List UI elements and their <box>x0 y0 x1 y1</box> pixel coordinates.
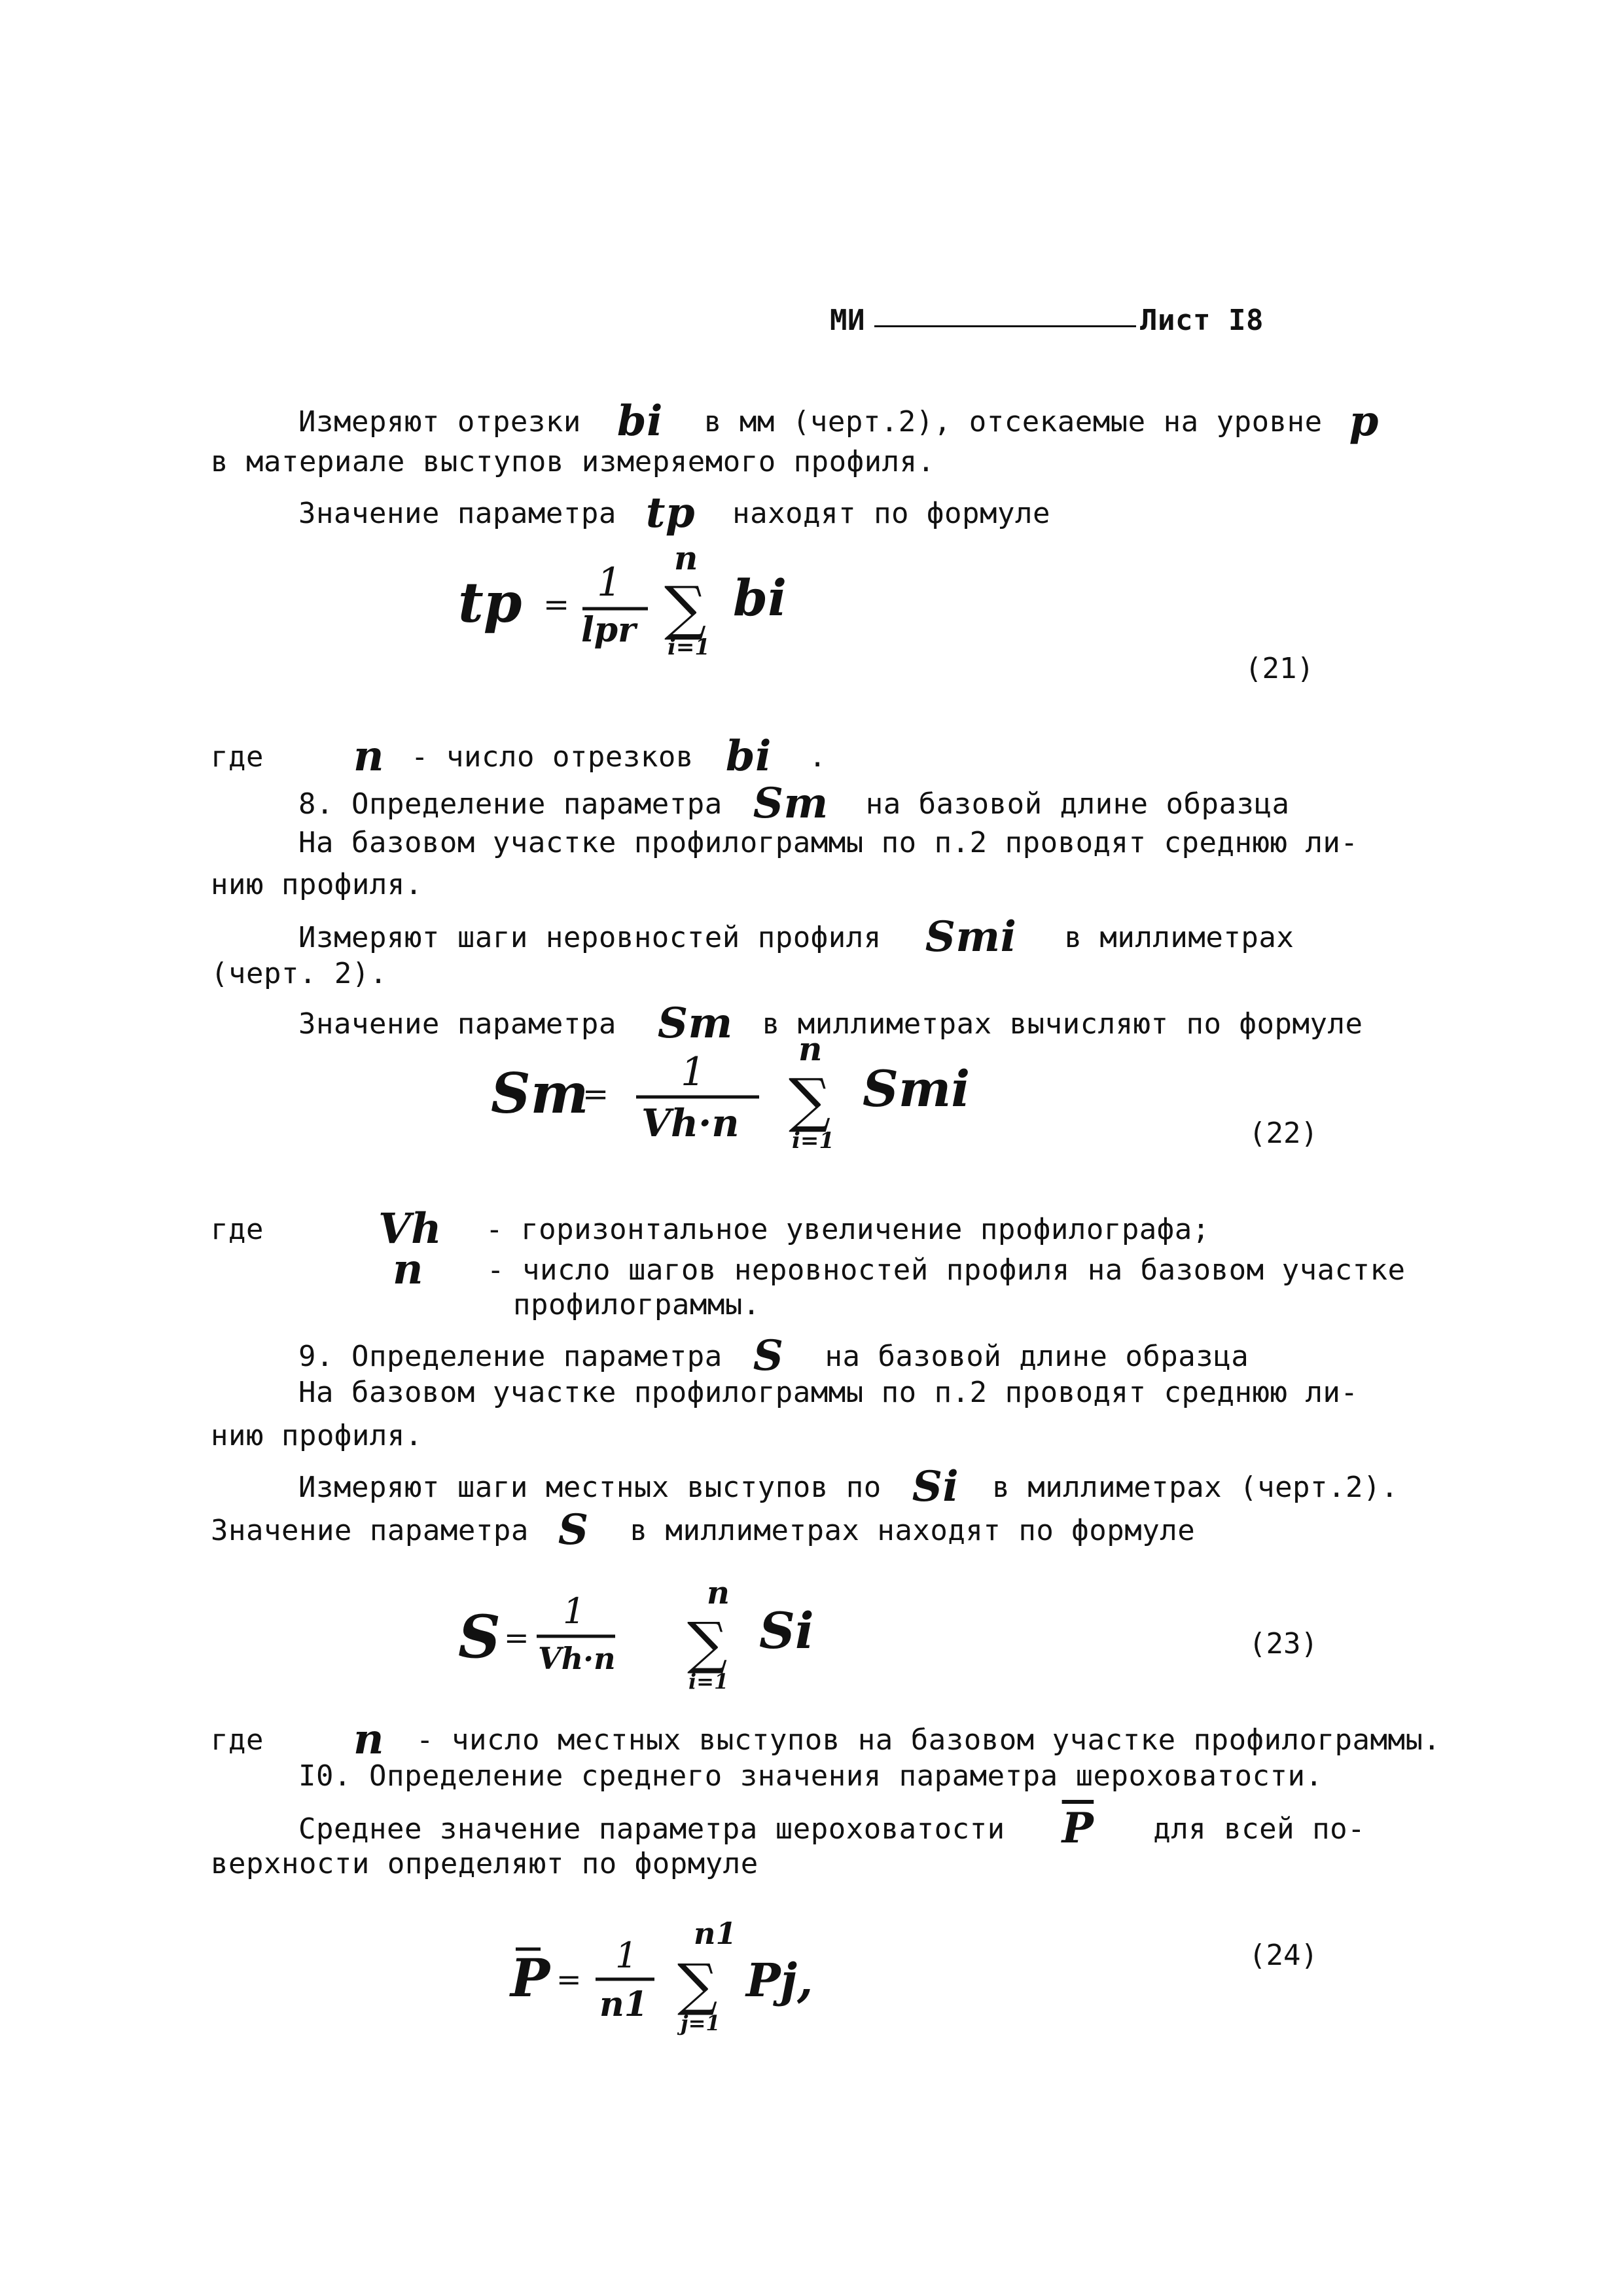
paragraph-line: Значение параметра Sm в миллиметрах вычисляют по формуле <box>298 999 1363 1048</box>
section-title: 9. Определение параметра S на базовой длине образца <box>298 1331 1249 1380</box>
variable-p-bar: $\overline{P}$ <box>1061 1804 1094 1853</box>
doc-number-blank <box>874 325 1136 327</box>
paragraph-line: На базовом участке профилограммы по п.2 проводят среднюю ли- <box>298 1376 1359 1409</box>
paragraph-line: На базовом участке профилограммы по п.2 проводят среднюю ли- <box>298 826 1359 859</box>
eq-lhs: tp <box>458 570 522 635</box>
eq-sign: = <box>556 1962 582 1997</box>
paragraph-line: Значение параметра tp находят по формуле <box>298 488 1050 537</box>
paragraph-line: нию профиля. <box>211 1419 423 1452</box>
eq-lhs: Sm <box>491 1061 589 1126</box>
sum-sign: ∑ <box>664 574 707 643</box>
eq-sign: = <box>543 586 570 623</box>
variable-bi: bi <box>725 732 772 781</box>
frac-numerator: 1 <box>615 1935 638 1976</box>
equation-21 <box>452 537 910 668</box>
paragraph-line: Значение параметра S в миллиметрах находят по формуле <box>211 1505 1196 1554</box>
paragraph-line: Измеряют шаги неровностей профиля Smi в миллиметрах <box>298 912 1294 961</box>
variable-n: n <box>353 732 385 781</box>
frac-numerator: 1 <box>681 1049 706 1095</box>
equation-number: (23) <box>1249 1627 1318 1660</box>
where-line: где Vh - горизонтальное увеличение профилографа; <box>211 1204 1210 1253</box>
sum-sign: ∑ <box>687 1611 728 1676</box>
sum-lower-limit: i=1 <box>668 634 711 660</box>
page-header <box>830 306 1264 335</box>
variable-sm: Sm <box>657 999 733 1048</box>
variable-sm: Sm <box>753 779 829 828</box>
sum-upper-limit: n <box>798 1030 823 1068</box>
eq-sign: = <box>582 1076 609 1113</box>
sum-lower-limit: i=1 <box>688 1669 729 1694</box>
equation-24 <box>497 1898 903 2042</box>
sum-sign: ∑ <box>677 1952 718 2018</box>
sheet-label: Лист <box>1139 304 1211 337</box>
variable-bi: bi <box>616 397 663 446</box>
variable-p: p <box>1349 397 1379 446</box>
paragraph-line: Среднее значение параметра шероховатости $\overline{P}$ для всей по- <box>298 1804 1366 1853</box>
where-line: n - число шагов неровностей профиля на базовом участке <box>393 1245 1406 1294</box>
sum-term: bi <box>733 569 787 627</box>
equation-number: (22) <box>1249 1117 1318 1150</box>
frac-denominator: lpr <box>581 610 636 650</box>
where-line: профилограммы. <box>513 1288 760 1321</box>
frac-denominator: Vh·n <box>641 1101 740 1145</box>
sum-upper-limit: n <box>674 539 698 577</box>
paragraph-line: Измеряют шаги местных выступов по Si в миллиметрах (черт.2). <box>298 1462 1399 1511</box>
where-line: где n - число местных выступов на базовом участке профилограммы. <box>211 1715 1441 1764</box>
sum-lower-limit: i=1 <box>792 1128 835 1154</box>
frac-numerator: 1 <box>563 1590 586 1632</box>
sum-upper-limit: n <box>707 1575 730 1611</box>
variable-s: S <box>753 1331 784 1380</box>
frac-numerator: 1 <box>597 560 622 605</box>
eq-lhs: P <box>510 1947 550 2009</box>
paragraph-line: верхности определяют по формуле <box>211 1847 758 1880</box>
frac-denominator: Vh·n <box>538 1641 616 1676</box>
sheet-number: I8 <box>1228 304 1264 337</box>
variable-vh: Vh <box>378 1204 442 1253</box>
equation-22 <box>484 1028 982 1172</box>
variable-s: S <box>558 1505 589 1554</box>
sum-lower-limit: j=1 <box>681 2011 721 2036</box>
eq-sign: = <box>504 1620 529 1655</box>
equation-23 <box>452 1571 910 1702</box>
paragraph-line: Измеряют отрезки bi в мм (черт.2), отсекаемые на уровне p <box>298 397 1379 446</box>
paragraph-line: (черт. 2). <box>211 957 387 990</box>
variable-si: Si <box>912 1462 959 1511</box>
equation-number: (24) <box>1249 1939 1318 1972</box>
section-title: I0. Определение среднего значения параметра шероховатости. <box>298 1759 1323 1793</box>
sum-term: Pj, <box>746 1953 813 2007</box>
paragraph-line: нию профиля. <box>211 868 423 901</box>
doc-code: МИ <box>830 304 865 337</box>
sum-sign: ∑ <box>789 1066 831 1135</box>
variable-n: n <box>353 1715 385 1764</box>
where-line: где n - число отрезков bi . <box>211 732 827 781</box>
sum-term: Smi <box>863 1060 971 1118</box>
frac-denominator: n1 <box>599 1984 648 2024</box>
variable-n: n <box>393 1245 424 1294</box>
variable-tp: tp <box>645 488 696 537</box>
sum-upper-limit: n1 <box>694 1916 737 1951</box>
paragraph-line: в материале выступов измеряемого профиля. <box>211 445 935 478</box>
sum-term: Si <box>759 1602 814 1660</box>
eq-lhs: S <box>458 1602 501 1672</box>
variable-smi: Smi <box>925 912 1017 961</box>
section-title: 8. Определение параметра Sm на базовой длине образца <box>298 779 1290 828</box>
equation-number: (21) <box>1245 652 1314 685</box>
